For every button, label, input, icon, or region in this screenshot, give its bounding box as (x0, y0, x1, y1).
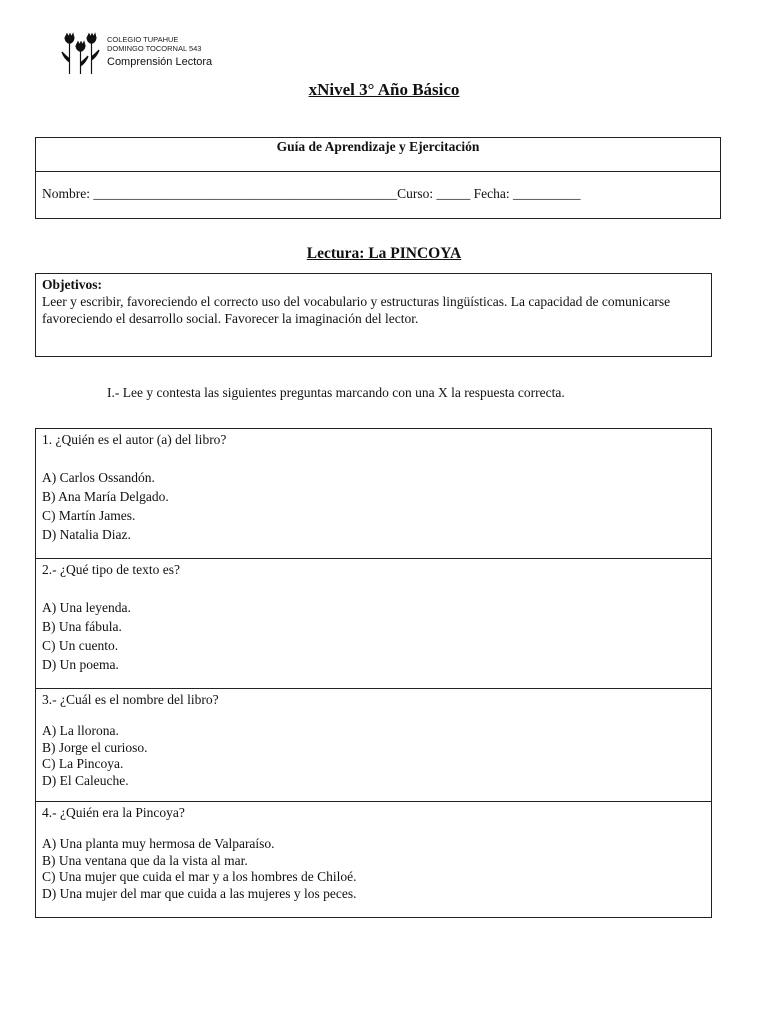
option-c[interactable]: C) Un cuento. (42, 638, 119, 653)
question-stem: 3.- ¿Cuál es el nombre del libro? (42, 692, 219, 707)
option-d[interactable]: D) Un poema. (42, 657, 119, 672)
student-info-row (42, 186, 581, 202)
option-a[interactable]: A) La llorona. (42, 723, 119, 738)
option-c[interactable]: C) La Pincoya. (42, 756, 124, 771)
question-stem: 2.- ¿Qué tipo de texto es? (42, 562, 180, 577)
guide-title: Guía de Aprendizaje y Ejercitación (36, 138, 720, 172)
option-c[interactable]: C) Martín James. (42, 508, 136, 523)
objectives-box (35, 273, 712, 357)
date-field[interactable]: __________ (513, 186, 581, 201)
date-label: Fecha: (473, 186, 510, 201)
question-4 (36, 802, 711, 917)
option-b[interactable]: B) Jorge el curioso. (42, 739, 148, 755)
option-a[interactable]: A) Una leyenda. (42, 600, 131, 615)
objectives-text: Leer y escribir, favoreciendo el correcto uso del vocabulario y estructuras lingüísticas. La capacidad de comunicarse favoreciendo el desarrollo social. Favorecer la imaginación del lector. (42, 294, 671, 326)
objectives-label: Objetivos: (42, 277, 102, 292)
course-field[interactable]: _____ (436, 186, 471, 201)
option-b[interactable]: B) Una ventana que da la vista al mar. (42, 852, 248, 868)
name-label: Nombre: (42, 186, 90, 201)
instruction-text: I.- Lee y contesta las siguientes preguntas marcando con una X la respuesta correcta. (107, 385, 565, 400)
school-address: DOMINGO TOCORNAL 543 (107, 44, 202, 53)
level-title: xNivel 3° Año Básico (308, 80, 460, 99)
school-header (60, 32, 260, 76)
option-b[interactable]: B) Ana María Delgado. (42, 489, 169, 504)
option-a[interactable]: A) Una planta muy hermosa de Valparaíso. (42, 836, 275, 851)
option-d[interactable]: D) Una mujer del mar que cuida a las mujeres y los peces. (42, 885, 357, 901)
option-d[interactable]: D) Natalia Diaz. (42, 527, 131, 542)
school-name: COLEGIO TUPAHUE (107, 35, 179, 44)
guide-box (35, 137, 721, 219)
question-3 (36, 689, 711, 802)
option-d[interactable]: D) El Caleuche. (42, 772, 129, 788)
option-c[interactable]: C) Una mujer que cuida el mar y a los hombres de Chiloé. (42, 869, 357, 884)
question-1 (36, 429, 711, 559)
school-info (107, 35, 212, 69)
option-b[interactable]: B) Una fábula. (42, 619, 122, 634)
question-stem: 1. ¿Quién es el autor (a) del libro? (42, 432, 227, 447)
name-field[interactable]: _____________________________________________ (93, 186, 398, 201)
course-label: Curso: (397, 186, 434, 201)
question-stem: 4.- ¿Quién era la Pincoya? (42, 805, 185, 820)
subject-label: Comprensión Lectora (107, 56, 213, 68)
question-2 (36, 559, 711, 689)
questions-table (35, 428, 712, 918)
option-a[interactable]: A) Carlos Ossandón. (42, 470, 155, 485)
tulips-logo-icon (60, 32, 100, 76)
reading-title: Lectura: La PINCOYA (306, 245, 462, 262)
